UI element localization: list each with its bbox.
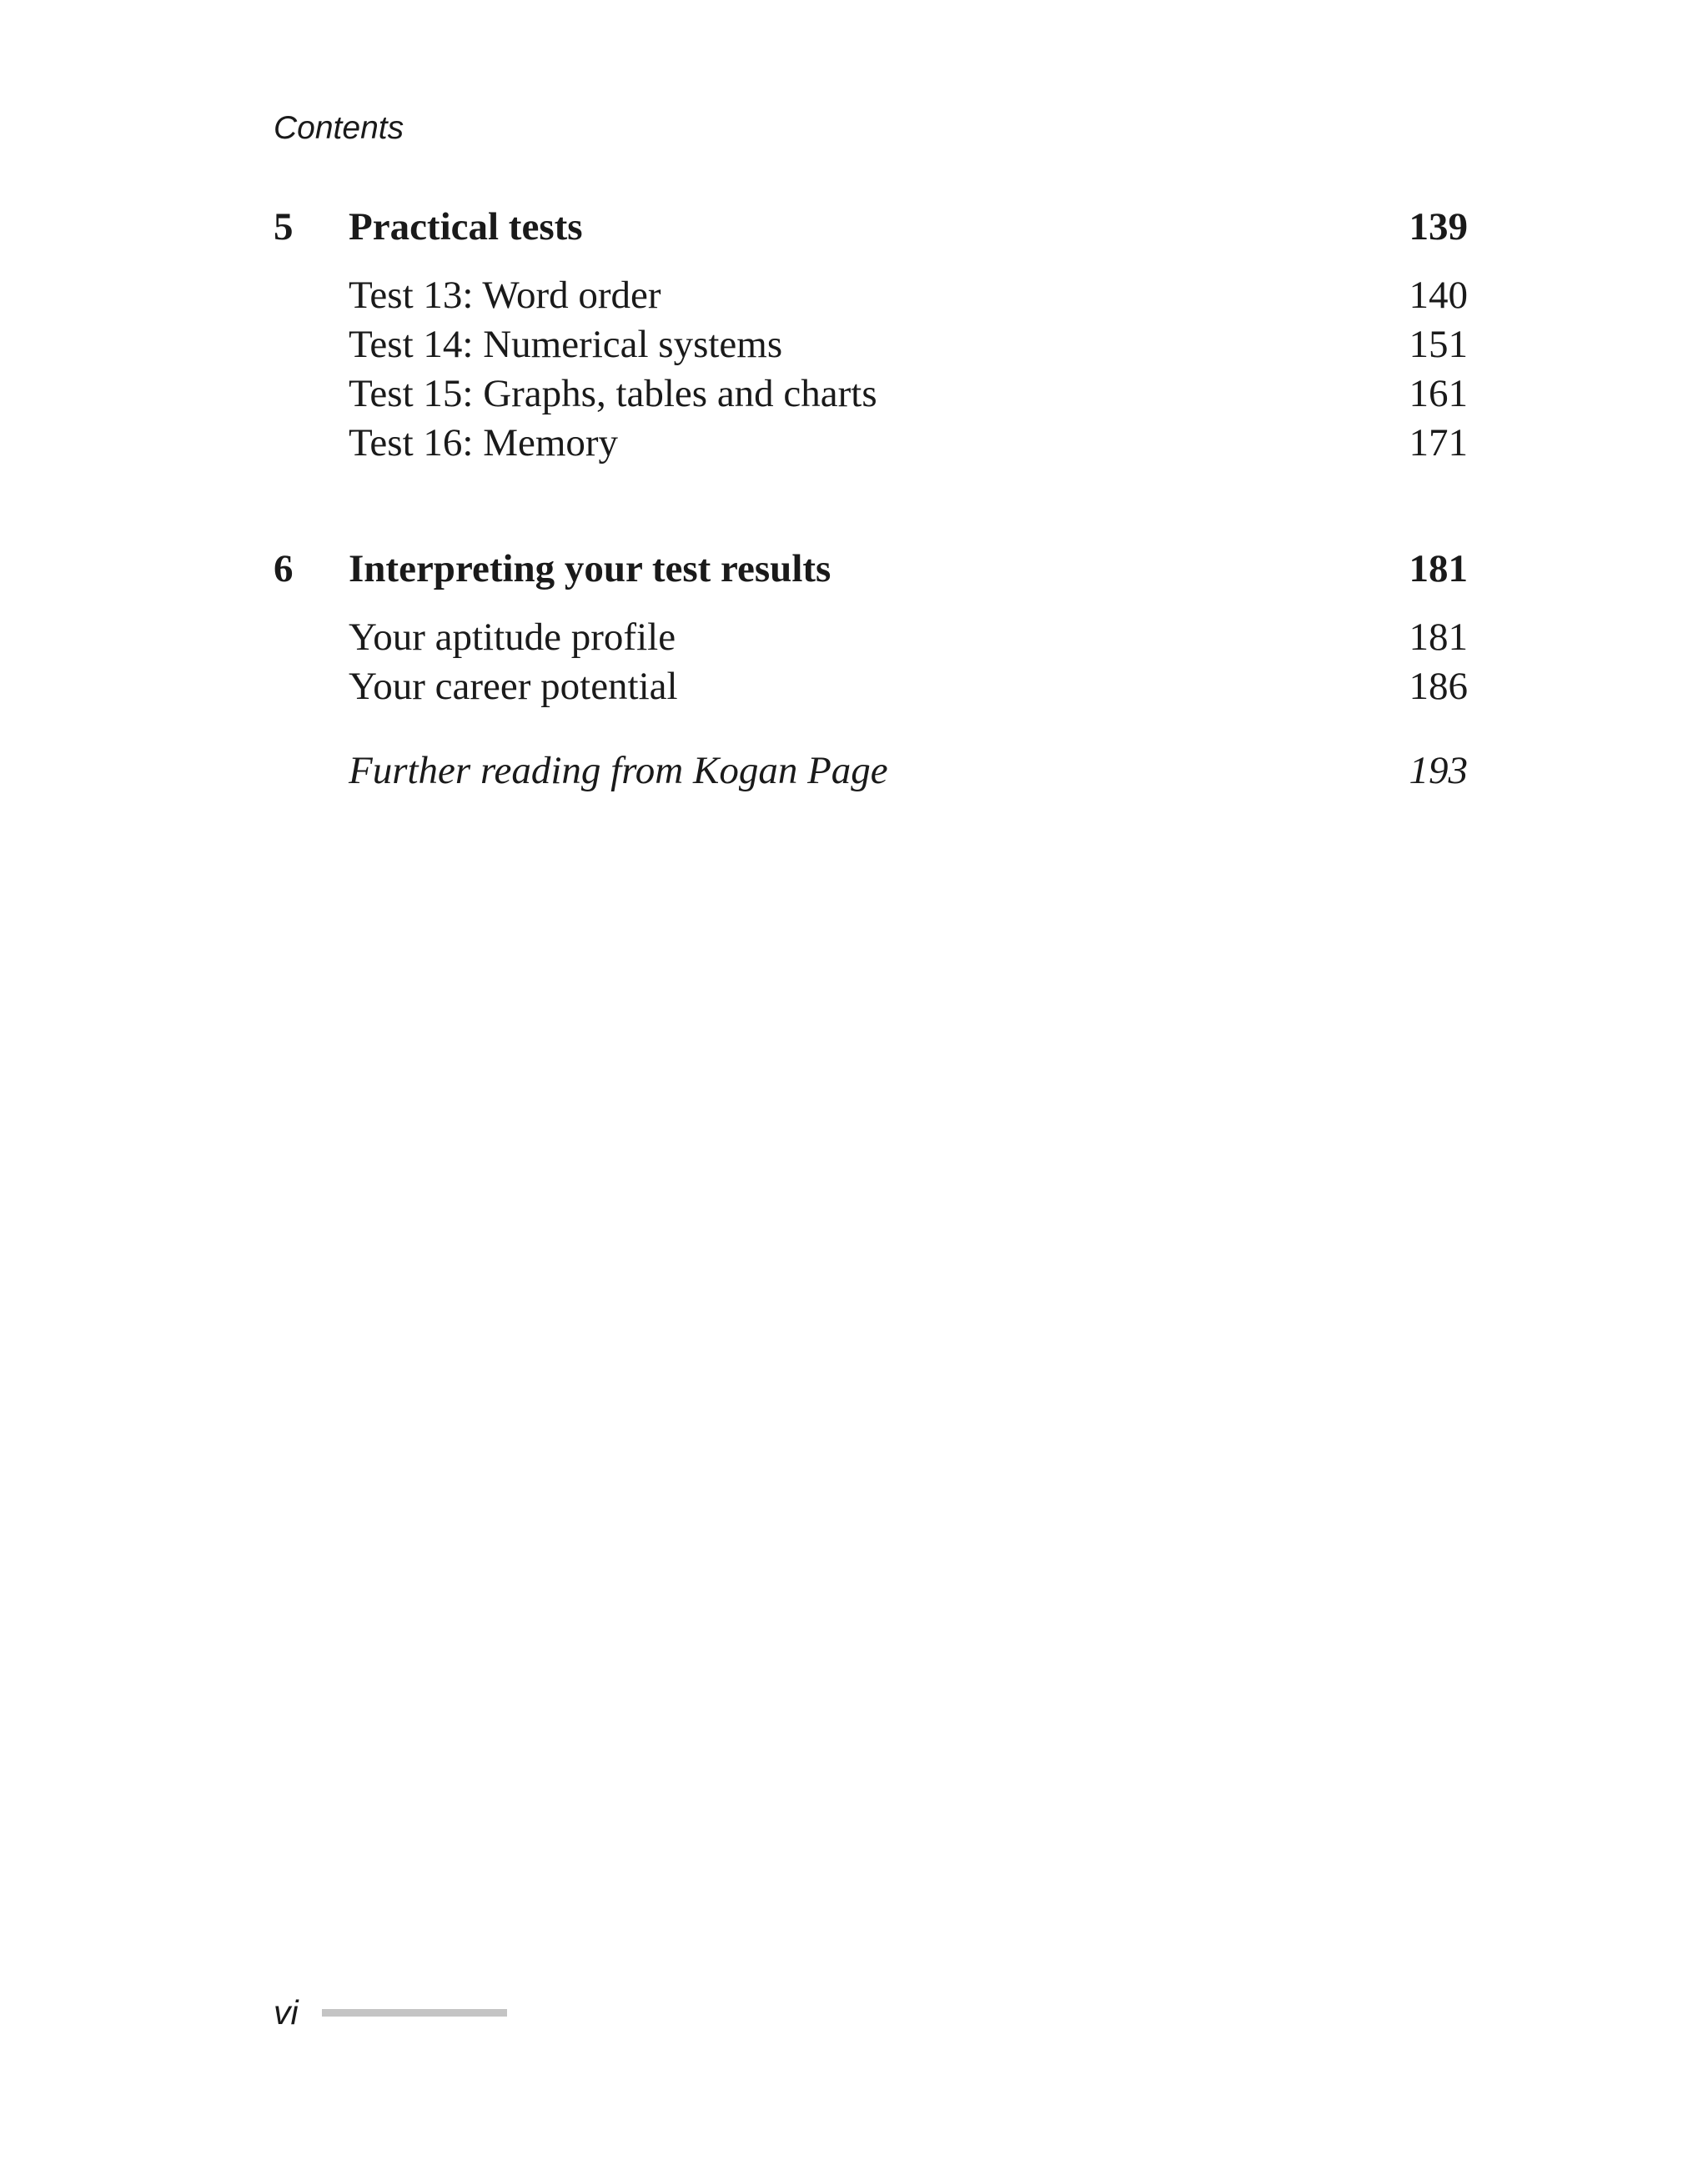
further-reading-title: Further reading from Kogan Page: [349, 749, 888, 792]
entry-page-number: 171: [1409, 421, 1468, 465]
chapter-heading[interactable]: [274, 545, 1468, 593]
entry-page-number: 151: [1409, 323, 1468, 366]
entry-title: Test 15: Graphs, tables and charts: [349, 372, 877, 415]
chapter-number: 5: [274, 205, 294, 249]
chapter-title: Practical tests: [349, 205, 583, 249]
toc-entry[interactable]: [349, 613, 1468, 662]
entry-page-number: 161: [1409, 372, 1468, 415]
chapter-5: [274, 203, 1468, 468]
further-reading-page-number: 193: [1409, 749, 1468, 792]
chapter-title: Interpreting your test results: [349, 547, 831, 590]
chapter-page-number: 139: [1409, 205, 1468, 249]
toc-entry[interactable]: [349, 320, 1468, 369]
further-reading-entry[interactable]: [349, 746, 1468, 796]
entry-title: Test 14: Numerical systems: [349, 323, 783, 366]
toc-entry[interactable]: [349, 369, 1468, 419]
chapter-heading[interactable]: [274, 203, 1468, 251]
page-number: vi: [274, 1993, 299, 2032]
toc-entry[interactable]: [349, 271, 1468, 320]
toc-entry[interactable]: [349, 662, 1468, 711]
chapter-number: 6: [274, 547, 294, 590]
entry-title: Your career potential: [349, 665, 678, 708]
entry-title: Test 16: Memory: [349, 421, 619, 465]
chapter-entries: [349, 271, 1468, 468]
table-of-contents: [274, 203, 1468, 796]
chapter-page-number: 181: [1409, 547, 1468, 590]
entry-page-number: 186: [1409, 665, 1468, 708]
toc-entry[interactable]: [349, 419, 1468, 468]
entry-title: Your aptitude profile: [349, 615, 676, 659]
running-head: Contents: [274, 110, 404, 146]
entry-title: Test 13: Word order: [349, 274, 661, 317]
footer-rule: [322, 2009, 507, 2017]
page-footer: [274, 1992, 507, 2033]
entry-page-number: 181: [1409, 615, 1468, 659]
chapter-entries: [349, 613, 1468, 711]
chapter-6: [274, 545, 1468, 796]
entry-page-number: 140: [1409, 274, 1468, 317]
